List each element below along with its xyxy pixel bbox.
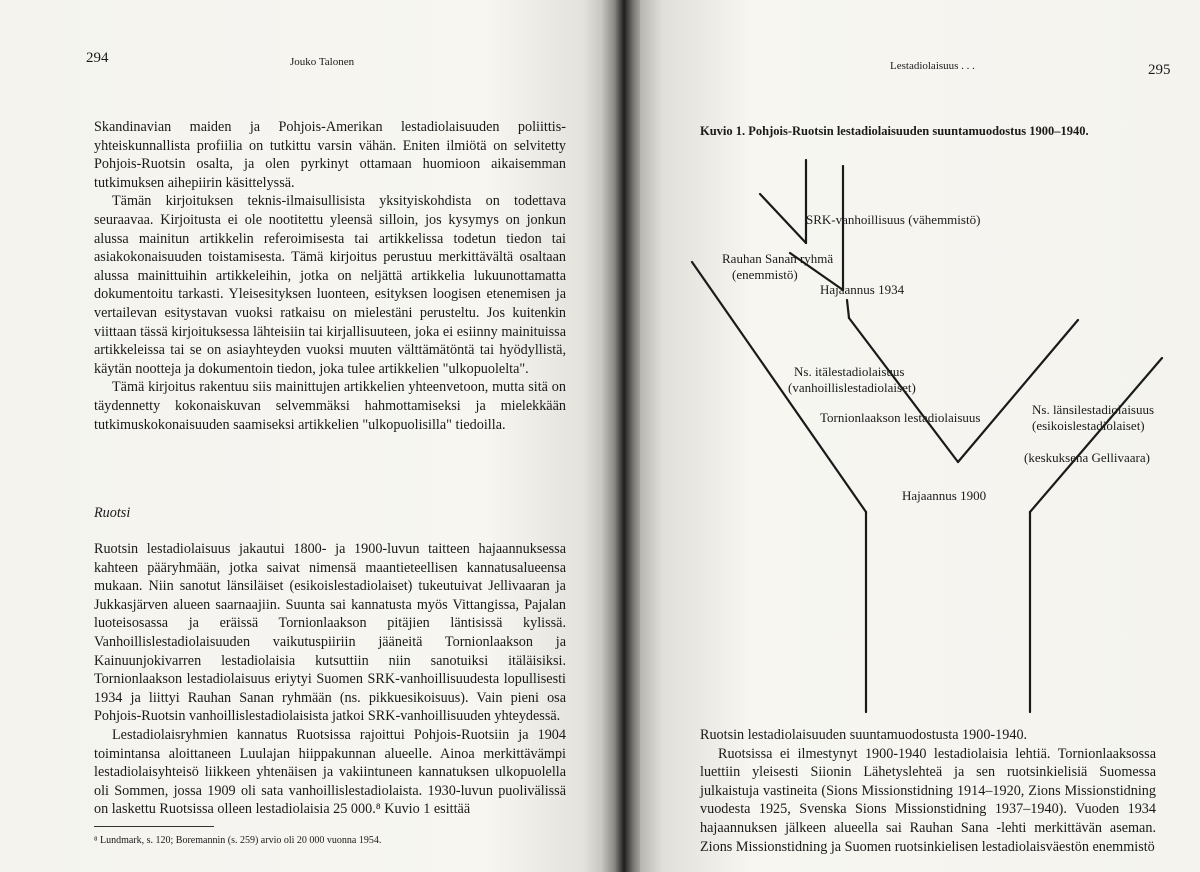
page-number: 295 — [1148, 62, 1171, 78]
paragraph: Ruotsissa ei ilmestynyt 1900-1940 lestadiolaisia lehtiä. Tornionlaaksossa luettiin yleisesti Siionin Lähetyslehteä ja sen ruotsinkielisiä Suomessa julkaistuja vastineita (Sions Missionstidning 1914–1920, Zions Missionstidning vuodesta 1925, Svenska Sions Missionstidning 1937–1940). Vuoden 1934 hajaannuksen jälkeen alueella sai Rauhan Sana -lehti merkittävän aseman. Zions Missionstidning ja Suomen ruotsinkielisen lestadiolaisväestön enemmistö — [700, 745, 1156, 855]
section-text — [94, 540, 566, 819]
diagram-line — [847, 300, 849, 318]
footnote: ⁸ Lundmark, s. 120; Boremannin (s. 259) arvio oli 20 000 vuonna 1954. — [94, 835, 382, 846]
running-head: Lestadiolaisuus . . . — [890, 60, 975, 72]
paragraph: Tämä kirjoitus rakentuu siis mainittujen artikkelien yhteenvetoon, mutta sitä on täydennetty kokonaiskuvan selvemmäksi hahmottamiseksi ja mielekkään tutkimuskokonaisuuden saamiseksi artikkelien "ulkopuolisilla" tiedoilla. — [94, 379, 566, 433]
label-hajaannus-1900: Hajaannus 1900 — [902, 488, 987, 503]
label-rauhan-enemmisto: (enemmistö) — [732, 267, 798, 282]
paragraph: Ruotsin lestadiolaisuuden suuntamuodostusta 1900-1940. — [700, 727, 1028, 743]
diagram-line — [1030, 358, 1162, 512]
label-italestadiolaisuus: Ns. itälestadiolaisuus — [794, 364, 905, 379]
footnote-rule — [94, 826, 214, 827]
right-page — [640, 0, 1200, 872]
label-gellivaara: (keskuksena Gellivaara) — [1024, 450, 1150, 465]
diagram-line — [760, 194, 806, 243]
paragraph: Lestadiolaisryhmien kannatus Ruotsissa rajoittui Pohjois-Ruotsiin ja 1904 toimintansa aloittaneen Luulajan hiippakunnan alueelle. Ainoa merkittävämpi lestadiolaisyhteisö liikkeen yhtenäisen ja vakiintuneen kannatuksen ulkopuolella oli Sommen, jossa 1909 oli sata vanhoillislestadiolaista. 1930-luvun puolivälissä on laskettu Ruotsissa olleen lestadiolaisia 25 000.⁸ Kuvio 1 esittää — [94, 726, 566, 818]
label-vanhoillislestadiolaiset: (vanhoillislestadiolaiset) — [788, 380, 916, 395]
running-head: Jouko Talonen — [290, 56, 355, 68]
label-tornionlaakson: Tornionlaakson lestadiolaisuus — [820, 410, 981, 425]
section-title: Ruotsi — [94, 505, 131, 521]
label-srk: SRK-vanhoillisuus (vähemmistö) — [806, 212, 981, 227]
intro-text — [94, 118, 566, 434]
label-lansilestadiolaisuus: Ns. länsilestadiolaisuus — [1032, 402, 1155, 417]
page-number: 294 — [86, 50, 109, 66]
right-text — [700, 726, 1156, 856]
paragraph: Skandinavian maiden ja Pohjois-Amerikan lestadiolaisuuden poliittis-yhteiskunnallista profiilia on tutkittu varsin vähän. Eniten ilmiötä on selvitetty Pohjois-Ruotsin osalta, ja olen pyrkinyt ottamaan huomioon aikaisemman tutkimuksen aihepiirin käsittelyssä. — [94, 119, 566, 191]
paragraph: Ruotsin lestadiolaisuus jakautui 1800- ja 1900-luvun taitteen hajaannuksessa kahteen pääryhmään, jotka saivat nimensä maantieteellisen kannatusalueensa mukaan. Niin sanotut länsiläiset (esikoislestadiolaiset) tukeutuivat Jellivaaran ja Jukkasjärven alueen saarnaajiin. Suunta sai kannatusta myös Vittangissa, Pajalan luoteisosassa ja eräissä Tornionlaakson pitäjien läntisissä kylissä. Vanhoillislestadiolaisuuden vaikutuspiiriin jääneitä Tornionlaakson ja Kainuunjokivarren lestadiolaisia kutsuttiin niin sanotuiksi itäläisiksi. Tornionlaakson lestadiolaisuus eriytyi Suomen SRK-vanhoillisuudesta lopullisesti 1934 ja liittyi Rauhan Sanan ryhmään (ns. pikkuesikoisuus). Vain pieni osa Pohjois-Ruotsin vanhoillislestadiolaisista jatkoi SRK-vanhoillisuuden yhteydessä. — [94, 541, 566, 725]
paragraph: Tämän kirjoituksen teknis-ilmaisullisista yksityiskohdista on todettava seuraavaa. Kirjoitusta ei ole nootitettu yleensä silloin, jos kysymys on jonkun alussa mainitun artikkelin referoimisesta tai artikkelissa todetun tiedon tai asiakokonaisuuden toistamisesta. Tämä kirjoitus perustuu merkittävältä osaltaan alussa mainittuihin artikkeleihin, jotka on neljättä artikkelia lukuunottamatta dokumentoitu tarkasti. Yleisesityksen luonteen, esityksen loogisen etenemisen ja vertailevan esitystavan vuoksi ratkaisu on mielestäni perusteltu. Jos kuitenkin viittaan tässä kirjoituksessa lähteisiin tai kirjallisuuteen, joka ei esiinny mainituissa artikkeleissa tai se on asiayhteyden vuoksi muuten välttämätöntä tai hyödyllistä, käytän nootteja ja dokumentoin tiedon, joka tulee artikkelien "ulkopuolelta". — [94, 193, 566, 377]
figure-caption: Kuvio 1. Pohjois-Ruotsin lestadiolaisuuden suuntamuodostus 1900–1940. — [700, 124, 1089, 138]
label-hajaannus-1934: Hajaannus 1934 — [820, 282, 905, 297]
label-esikoislestadiolaiset: (esikoislestadiolaiset) — [1032, 418, 1145, 433]
label-rauhan-sanan: Rauhan Sanan ryhmä — [722, 251, 834, 266]
diagram-line — [958, 320, 1078, 462]
